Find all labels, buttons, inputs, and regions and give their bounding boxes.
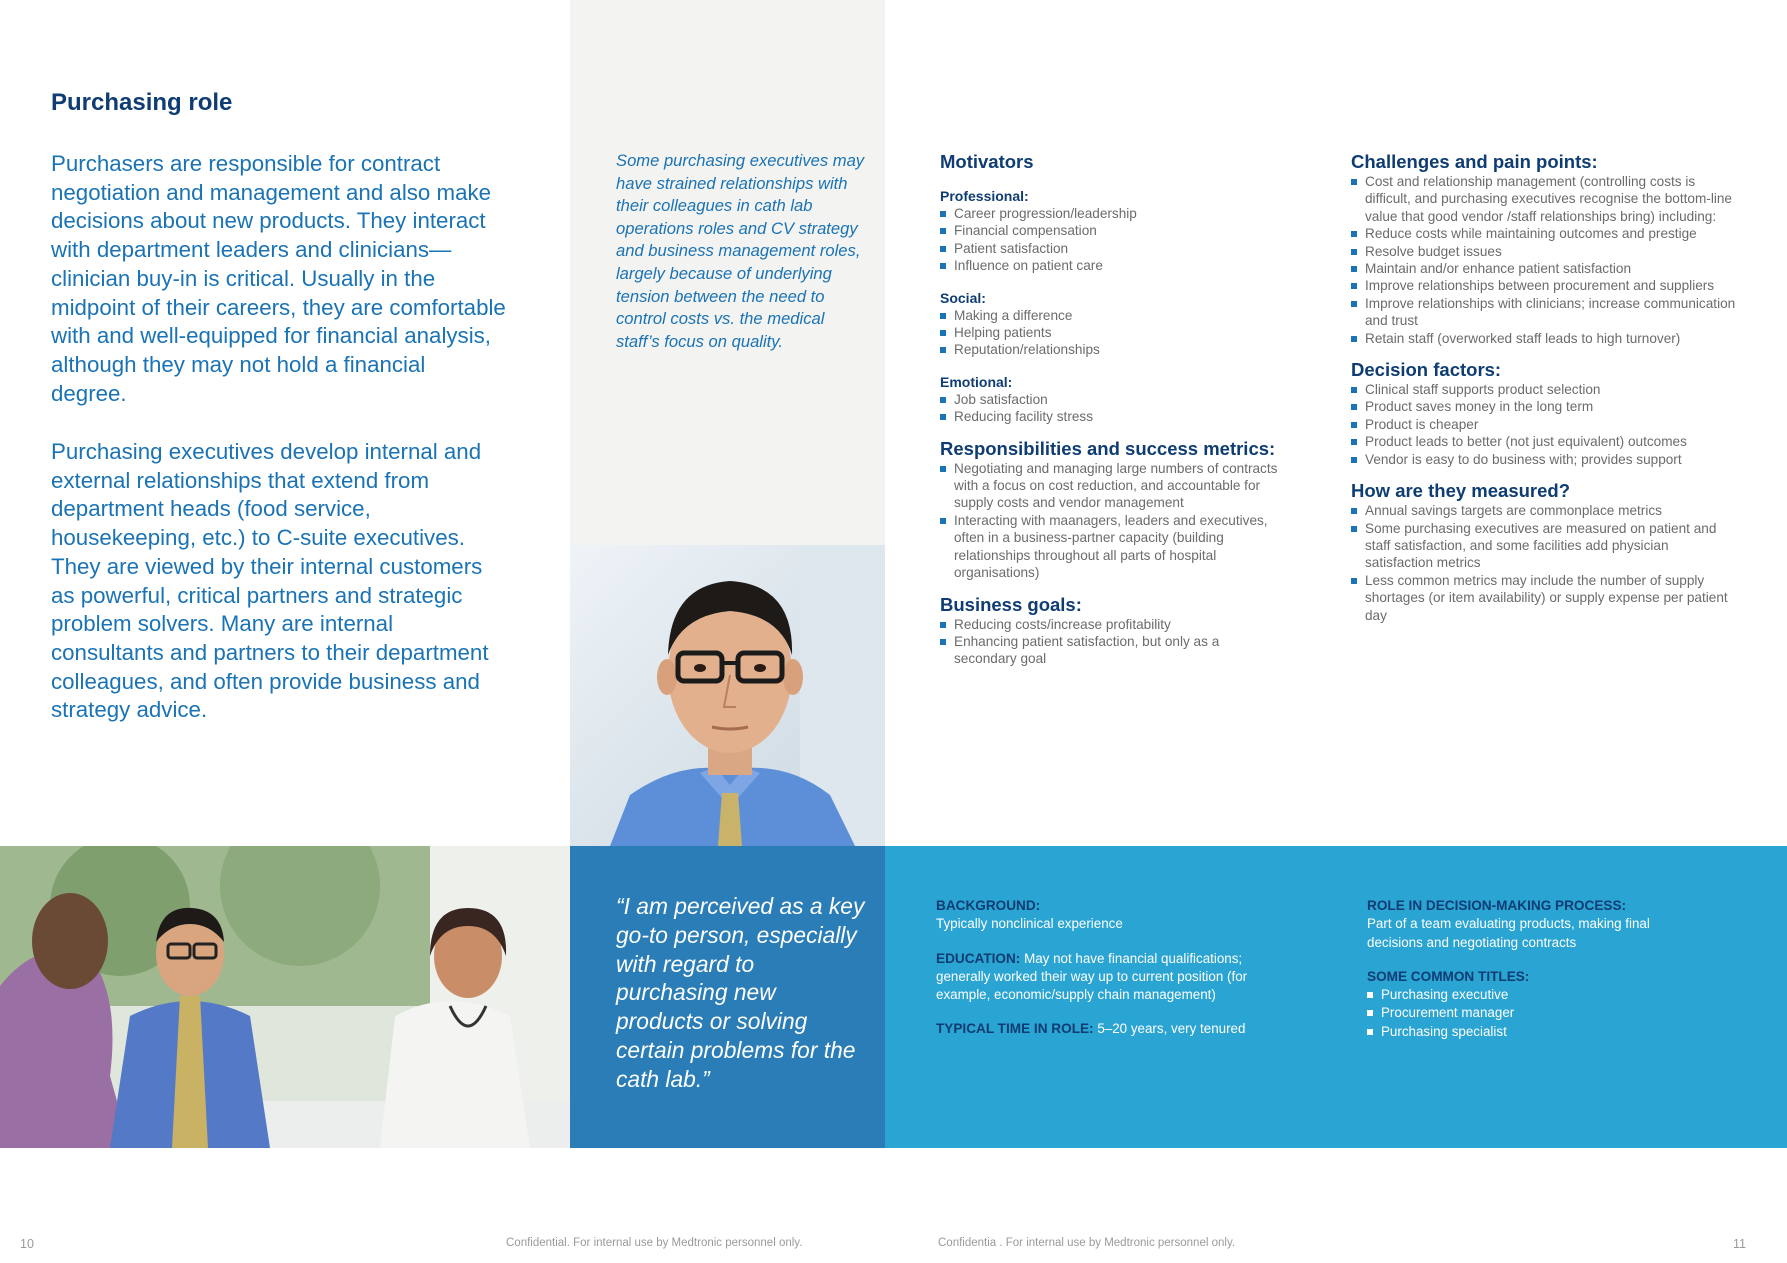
background-label: BACKGROUND: [936,898,1041,913]
challenges-heading: Challenges and pain points: [1351,151,1598,172]
info-left [936,897,1296,1039]
list-item: Job satisfaction [940,391,1280,408]
list-item: Patient satisfaction [940,240,1280,257]
professional-heading: Professional: [940,188,1029,204]
education-label: EDUCATION: [936,950,1021,966]
list-item: Product is cheaper [1351,416,1736,433]
meeting-photo [0,846,570,1148]
intro-paragraph-2: Purchasing executives develop internal and external relationships that extend from department heads (food service, housekeeping, etc.) to C-suite executives. They are viewed by their internal customers as powerful, critical partners and strategic problem solvers. Many are internal consultants and partners to their department colleagues, and often provide business and strategy advice. [51,439,489,723]
list-item: Reducing costs/increase profitability [940,616,1280,633]
list-item: Retain staff (overworked staff leads to high turnover) [1351,330,1736,347]
list-item: Financial compensation [940,222,1280,239]
business-goals-heading: Business goals: [940,593,1082,615]
list-item: Influence on patient care [940,257,1280,274]
challenges-list [1351,173,1736,347]
list-item: Negotiating and managing large numbers of contracts with a focus on cost reduction, and accountable for supply costs and vendor management [940,460,1280,512]
list-item: Clinical staff supports product selection [1351,381,1736,398]
social-list [940,307,1280,359]
professional-list [940,205,1280,275]
list-item: Product leads to better (not just equivalent) outcomes [1351,433,1736,450]
list-item: Some purchasing executives are measured on patient and staff satisfaction, and some facilities add physician satisfaction metrics [1351,520,1736,572]
time-in-role-label: TYPICAL TIME IN ROLE: [936,1021,1094,1037]
list-item: Less common metrics may include the number of supply shortages (or item availability) or supply expense per patient day [1351,572,1736,624]
intro-paragraph-1: Purchasers are responsible for contract negotiation and management and also make decisions about new products. They interact with department leaders and clinicians—clinician buy-in is critical. Usually in the midpoint of their careers, they are comfortable with and well-equipped for financial analysis, although they may not hold a financial degree. [51,151,506,406]
confidential-note-right: Confidentia . For internal use by Medtronic personnel only. [938,1237,1236,1249]
titles-list [1367,986,1707,1041]
list-item: Purchasing executive [1367,986,1707,1004]
page-number-left: 10 [20,1237,34,1251]
role-label: ROLE IN DECISION-MAKING PROCESS: [1367,898,1627,913]
portrait-photo [570,545,885,846]
list-item: Enhancing patient satisfaction, but only as a secondary goal [940,633,1280,668]
list-item: Vendor is easy to do business with; provides support [1351,451,1736,468]
page-number-right: 11 [1733,1237,1746,1251]
meeting-illustration [0,846,570,1148]
decision-factors-heading: Decision factors: [1351,359,1502,381]
social-heading: Social: [940,289,986,306]
emotional-list [940,391,1280,426]
list-item: Improve relationships between procurement and suppliers [1351,277,1736,294]
list-item: Helping patients [940,324,1280,341]
measured-list [1351,502,1736,624]
list-item: Improve relationships with clinicians; increase communication and trust [1351,295,1736,330]
motivators-heading: Motivators [940,151,1034,172]
motivators-section [940,151,1280,668]
measured-heading: How are they measured? [1351,480,1570,502]
page-title: Purchasing role [51,89,233,116]
emotional-heading: Emotional: [940,373,1013,390]
list-item: Purchasing specialist [1367,1023,1707,1041]
list-item: Reduce costs while maintaining outcomes and prestige [1351,225,1736,242]
responsibilities-list [940,460,1280,582]
list-item: Making a difference [940,307,1280,324]
decision-factors-list [1351,381,1736,468]
business-goals-list [940,616,1280,668]
confidential-note-left: Confidential. For internal use by Medtronic personnel only. [506,1237,803,1249]
responsibilities-heading: Responsibilities and success metrics: [940,437,1276,459]
role-value: Part of a team evaluating products, making final decisions and negotiating contracts [1367,916,1650,950]
time-in-role-value: 5–20 years, very tenured [1097,1021,1246,1037]
education-value: May not have financial qualifications; generally worked their way up to current position (for example, economic/supply chain management) [936,950,1248,1003]
challenges-section [1351,151,1736,624]
list-item: Career progression/leadership [940,205,1280,222]
titles-label: SOME COMMON TITLES: [1367,968,1530,984]
list-item: Procurement manager [1367,1004,1707,1022]
background-value: Typically nonclinical experience [936,916,1123,932]
portrait-illustration [570,545,885,846]
list-item: Reputation/relationships [940,341,1280,358]
list-item: Product saves money in the long term [1351,398,1736,415]
list-item: Resolve budget issues [1351,243,1736,260]
list-item: Interacting with maanagers, leaders and executives, often in a business-partner capacity (building relationships throughout all parts of hospital organisations) [940,512,1280,582]
persona-quote: “I am perceived as a key go-to person, especially with regard to purchasing new products or solving certain problems for the cath lab.” [616,893,865,1092]
list-item: Reducing facility stress [940,408,1280,425]
list-item: Annual savings targets are commonplace metrics [1351,502,1736,519]
list-item: Maintain and/or enhance patient satisfaction [1351,260,1736,277]
sidebar-quote: Some purchasing executives may have strained relationships with their colleagues in cath lab operations roles and CV strategy and business management roles, largely because of underlying tension between the need to control costs vs. the medical staff’s focus on quality. [616,151,865,351]
list-item: Cost and relationship management (controlling costs is difficult, and purchasing executives recognise the bottom-line value that good vendor /staff relationships bring) including: [1351,173,1736,225]
info-right [1367,897,1707,1041]
